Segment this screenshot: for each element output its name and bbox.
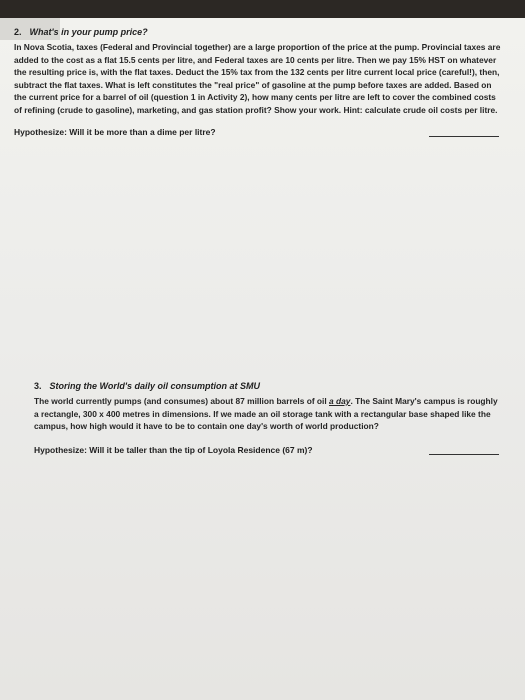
question-2-answer-blank	[429, 128, 499, 137]
question-3-hypothesis: Hypothesize: Will it be taller than the tip of Loyola Residence (67 m)?	[34, 444, 313, 455]
question-3-body-start: The world currently pumps (and consumes) about 87 million barrels of oil	[34, 396, 330, 406]
question-2-hypothesis-row	[14, 127, 503, 137]
question-3-title-text: Storing the World's daily oil consumption at SMU	[49, 381, 260, 391]
question-3	[34, 381, 503, 455]
question-3-number: 3.	[34, 381, 42, 391]
question-3-hypothesis-row	[34, 445, 503, 455]
question-2-number: 2.	[14, 27, 22, 37]
question-3-title	[34, 381, 503, 391]
question-2-hypothesis: Hypothesize: Will it be more than a dime per litre?	[14, 126, 216, 137]
question-3-body-emphasis: a day	[329, 396, 351, 406]
question-3-answer-blank	[429, 446, 499, 455]
worksheet-page	[0, 18, 525, 700]
question-3-body	[34, 395, 503, 433]
question-3-body-end: . The Saint Mary's campus is roughly a rectangle, 300 x 400 metres in dimensions. If we made an oil storage tank with a rectangular base shaped like the campus, how high would it have to be to contain one day's worth of world production?	[34, 396, 498, 432]
question-2-title	[14, 27, 503, 37]
question-2-title-text: What's in your pump price?	[29, 27, 148, 37]
question-2	[14, 27, 503, 137]
question-2-body: In Nova Scotia, taxes (Federal and Provincial together) are a large proportion of the price at the pump. Provincial taxes are added to the cost as a flat 15.5 cents per litre, and Federal taxes are 10 cents per litre. Then we pay 15% HST on whatever the resulting price is, with the flat taxes. Deduct the 15% tax from the 132 cents per litre current local price (careful!), then, subtract the flat taxes. What is left constitutes the "real price" of gasoline at the pump before taxes are added. Based on the current price for a barrel of oil (question 1 in Activity 2), how many cents per litre are left to cover the combined costs of refining (crude to gasoline), marketing, and gas station profit? Show your work. Hint: calculate crude oil costs per litre.	[14, 42, 501, 115]
